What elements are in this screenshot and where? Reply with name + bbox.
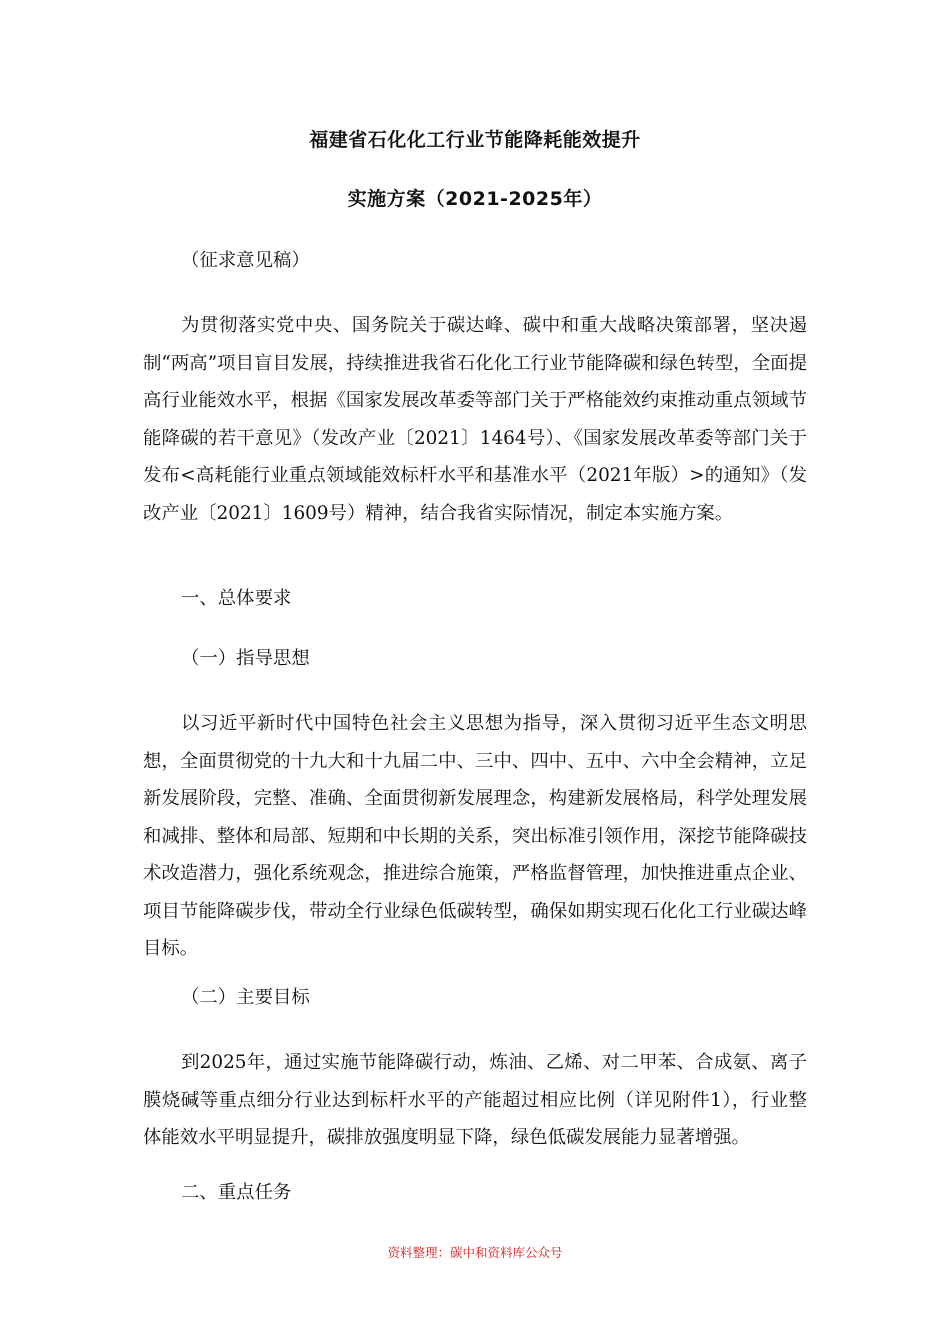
- section1-sub1-heading: （一）指导思想: [181, 648, 310, 669]
- guiding-thought-paragraph: 以习近平新时代中国特色社会主义思想为指导，深入贯彻习近平生态文明思想，全面贯彻党的十九大和十九届二中、三中、四中、五中、六中全会精神，立足新发展阶段，完整、准确、全面贯彻新发展理念，构建新发展格局，科学处理发展和减排、整体和局部、短期和中长期的关系，突出标准引领作用，深挖节能降碳技术改造潜力，强化系统观念，推进综合施策，严格监督管理，加快推进重点企业、项目节能降碳步伐，带动全行业绿色低碳转型，确保如期实现石化化工行业碳达峰目标。: [143, 713, 807, 959]
- document-title-line1: 福建省石化化工行业节能降耗能效提升: [309, 129, 641, 151]
- section1-sub2-heading: （二）主要目标: [181, 987, 310, 1008]
- section2-heading: 二、重点任务: [181, 1182, 292, 1203]
- main-goals-paragraph: 到2025年，通过实施节能降碳行动，炼油、乙烯、对二甲苯、合成氨、离子膜烧碱等重点细分行业达到标杆水平的产能超过相应比例（详见附件1），行业整体能效水平明显提升，碳排放强度明显下降，绿色低碳发展能力显著增强。: [143, 1052, 807, 1148]
- source-note: 资料整理：碳中和资料库公众号: [387, 1245, 563, 1260]
- section1-heading: 一、总体要求: [181, 588, 292, 609]
- document-title-line2: 实施方案（2021-2025年）: [347, 188, 603, 210]
- draft-note: （征求意见稿）: [181, 250, 310, 271]
- intro-paragraph: 为贯彻落实党中央、国务院关于碳达峰、碳中和重大战略决策部署，坚决遏制“两高”项目盲目发展，持续推进我省石化化工行业节能降碳和绿色转型，全面提高行业能效水平，根据《国家发展改革委等部门关于严格能效约束推动重点领域节能降碳的若干意见》（发改产业〔2021〕1464号）、《国家发展改革委等部门关于发布<高耗能行业重点领域能效标杆水平和基准水平（2021年版）>的通知》（发改产业〔2021〕1609号）精神，结合我省实际情况，制定本实施方案。: [143, 315, 807, 524]
